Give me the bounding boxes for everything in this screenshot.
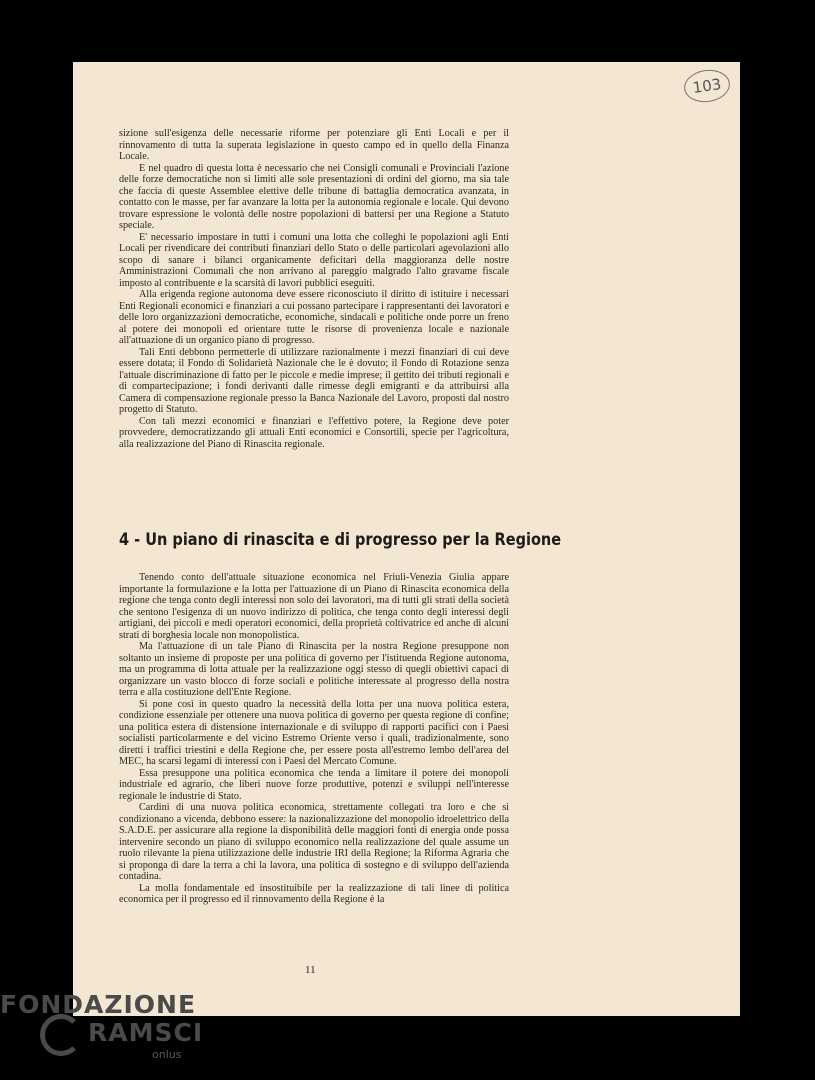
document-page xyxy=(73,62,740,1016)
paragraph: Alla erigenda regione autonoma deve essere riconosciuto il diritto di istituire i necessari Enti Regionali economici e finanziari a cui possano partecipare i rappresentanti dei lavoratori e delle loro organizzazioni democratiche, economiche, sindacali e politiche onde porre un freno al potere dei monopoli ed orientare tutte le risorse di provenienza locale e nazionale all'attuazione di un organico piano di progresso. xyxy=(119,289,509,346)
paragraph: Essa presuppone una politica economica che tenda a limitare il potere dei monopoli industriale ed agrario, che liberi nuove forze produttive, potenzi e sviluppi nell'interesse regionale le industrie di Stato. xyxy=(119,767,509,802)
paragraph: E' necessario impostare in tutti i comuni una lotta che colleghi le popolazioni agli Enti Locali per rivendicare dei contributi finanziari dello Stato o delle particolari agevolazioni allo scopo di sanare i bilanci organicamente deficitari della maggioranza delle nostre Amministrazioni Comunali che non arrivano al pareggio malgrado l'alto gravame fiscale imposto al contribuente e la scarsità di lavori pubblici eseguiti. xyxy=(119,231,509,289)
page-number: 11 xyxy=(305,964,316,976)
folio-number: 103 xyxy=(682,67,732,105)
paragraph: La molla fondamentale ed insostituibile per la realizzazione di tali linee di politica economica per il progresso ed il rinnovamento della Regione è la xyxy=(119,882,509,905)
watermark-line2: RAMSCI xyxy=(88,1018,204,1047)
watermark-line1: FONDAZIONE xyxy=(0,990,197,1019)
paragraph: Tenendo conto dell'attuale situazione economica nel Friuli-Venezia Giulia appare importante la formulazione e la lotta per l'attuazione di un Piano di Rinascita economica della regione che tenga conto degli interessi non solo dei lavoratori, ma di tutti gli strati della società che sentono l'esigenza di un nuovo indirizzo di politica, che tenga conto degli interessi degli artigiani, dei piccoli e medi operatori economici, della proprietà coltivatrice ed anche di alcuni strati di borghesia locale non monopolistica. xyxy=(119,572,509,641)
watermark-sub: onlus xyxy=(152,1048,182,1061)
paragraph: E nel quadro di questa lotta è necessario che nei Consigli comunali e Provinciali l'azione delle forze democratiche non si limiti alle sole presentazioni di ordini del giorno, ma sia tale che faccia di queste Assemblee elettive delle tribune di battaglia democratica avanzata, in contatto con le masse, per far avanzare la lotta per la autonomia regionale e locale. Qui devono trovare espressione le volontà delle nostre popolazioni di battersi per una Regione a Statuto speciale. xyxy=(119,162,509,231)
paragraph: sizione sull'esigenza delle necessarie riforme per potenziare gli Enti Locali e per il rinnovamento di tutta la superata legislazione in questo campo ed in quello della Finanza Locale. xyxy=(119,128,509,162)
paragraph: Cardini di una nuova politica economica, strettamente collegati tra loro e che si condizionano a vicenda, debbono essere: la nazionalizzazione del monopolio idroelettrico della S.A.D.E. per assicurare alla regione la disponibilità delle maggiori fonti di energia onde possa intervenire secondo un piano di sviluppo economico nella realizzazione del quale assume un ruolo rilevante la piena utilizzazione delle industrie IRI della Regione; la Riforma Agraria che si proponga di dare la terra a chi la lavora, una politica di sostegno e di sviluppo dell'azienda contadina. xyxy=(119,802,509,882)
top-text-block xyxy=(119,128,509,450)
watermark-g-ring-icon xyxy=(40,1014,82,1056)
paragraph: Si pone così in questo quadro la necessità della lotta per una nuova politica estera, condizione essenziale per ottenere una nuova politica di governo per questa regione di confine; una politica estera di distensione internazionale e di sviluppo di rapporti pacifici con i Paesi socialisti particolarmente e del vicino Estremo Oriente verso i quali, tradizionalmente, sono diretti i traffici triestini e della Regione che, per essere posta all'estremo lembo dell'area del MEC, ha scarsi legami di interessi con i Paesi del Mercato Comune. xyxy=(119,698,509,767)
paragraph: Con tali mezzi economici e finanziari e l'effettivo potere, la Regione deve poter provvedere, democratizzando gli attuali Enti economici e Consortili, specie per l'agricoltura, alla realizzazione del Piano di Rinascita regionale. xyxy=(119,415,509,450)
section-heading: 4 - Un piano di rinascita e di progresso per la Regione xyxy=(119,530,562,549)
paragraph: Tali Enti debbono permetterle di utilizzare razionalmente i mezzi finanziari di cui deve essere dotata; il Fondo di Solidarietà Nazionale che le è dovuto; il Fondo di Rotazione senza l'attuale discriminazione di fatto per le piccole e medie imprese; il gettito dei tributi regionali e di compartecipazione; i fondi derivanti dalle rimesse degli emigranti e da attribuirsi alla Camera di compensazione regionale presso la Banca Nazionale del Lavoro, proposti dal nostro progetto di Statuto. xyxy=(119,346,509,415)
bottom-text-block xyxy=(119,572,509,906)
paragraph: Ma l'attuazione di un tale Piano di Rinascita per la nostra Regione presuppone non soltanto un insieme di proposte per una politica di governo per l'istituenda Regione autonoma, ma un programma di lotta attuale per la realizzazione oggi stesso di quegli obiettivi capaci di organizzare un vasto blocco di forze sociali e politiche interessate al progresso della nostra terra e alla costituzione dell'Ente Regione. xyxy=(119,641,509,698)
